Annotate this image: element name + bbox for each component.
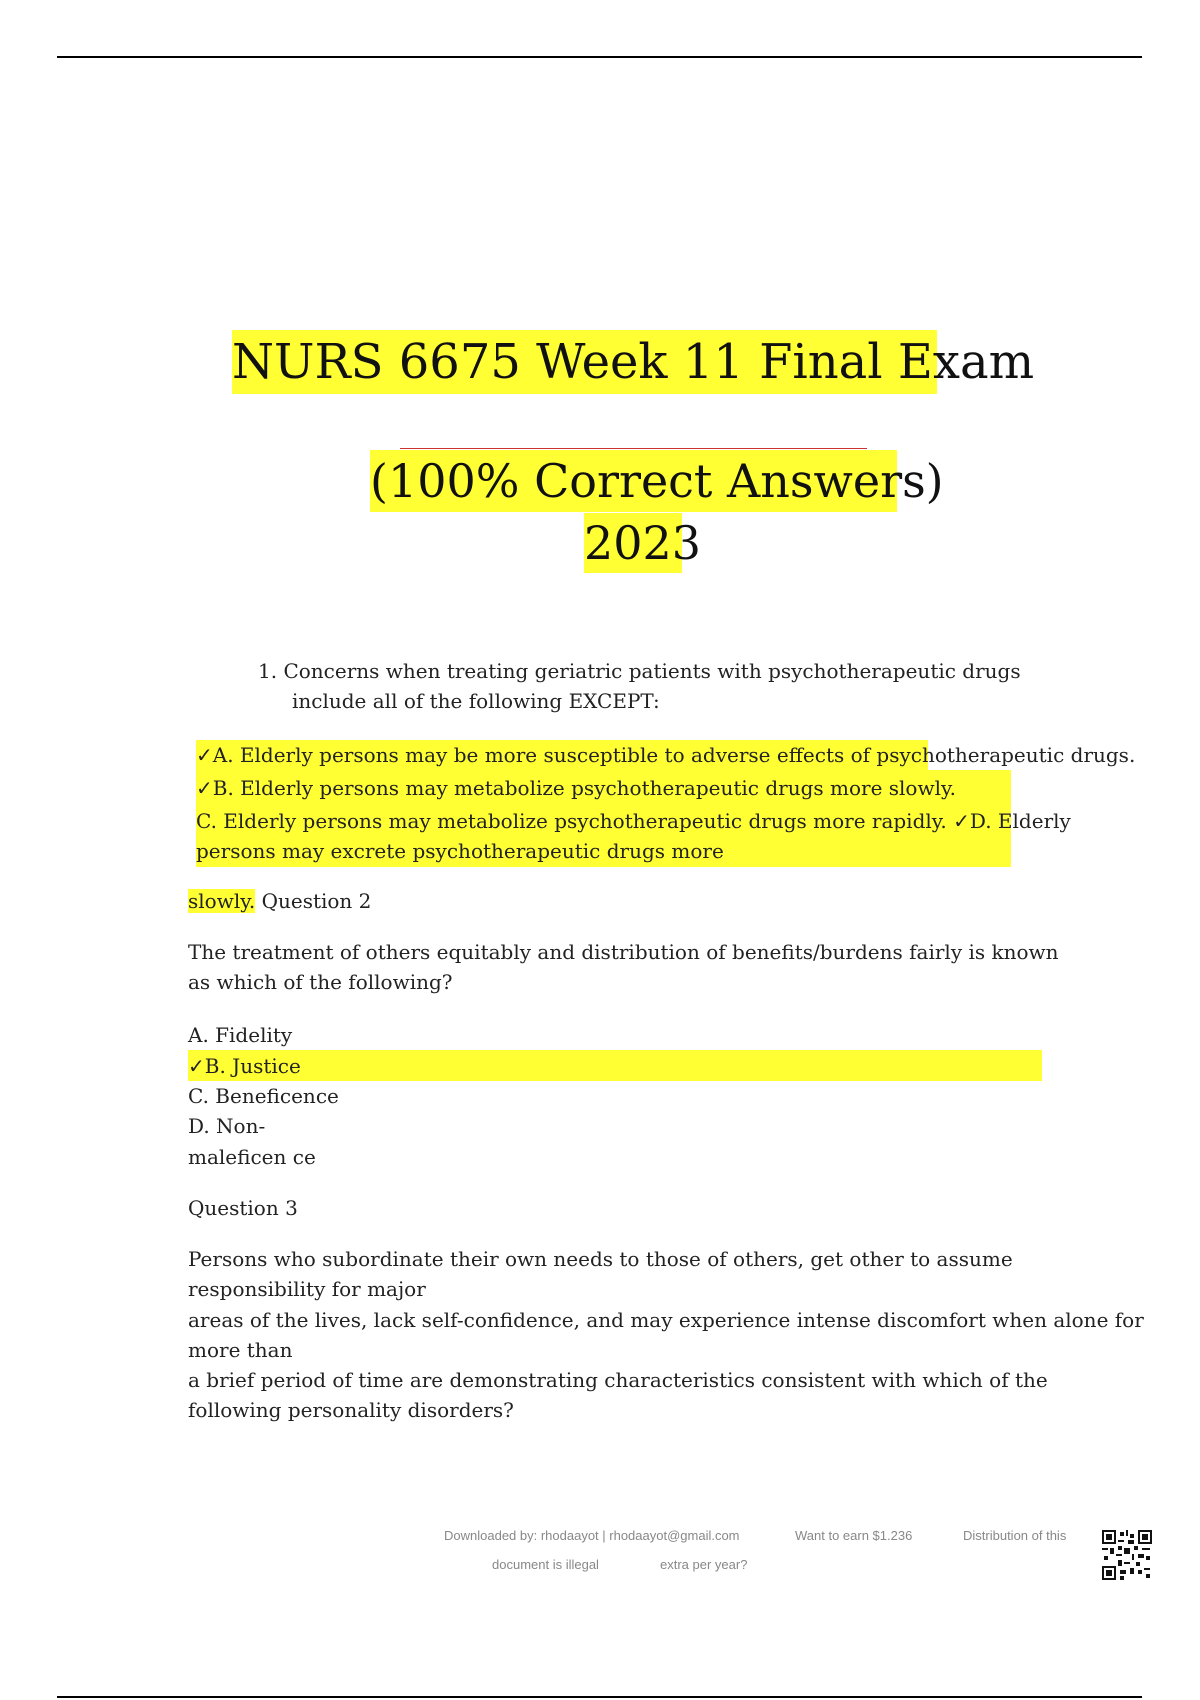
question-2-label: Question 2: [255, 889, 372, 913]
top-rule: [57, 56, 1142, 58]
option-d-cont: maleficen ce: [188, 1145, 316, 1169]
question-3-text: more than: [188, 1338, 293, 1362]
option-c-d: C. Elderly persons may metabolize psychotherapeutic drugs more rapidly. ✓D. Elderly: [196, 809, 1071, 833]
option-d-cont: persons may excrete psychotherapeutic drugs more: [196, 839, 724, 863]
option-b: ✓B. Elderly persons may metabolize psychotherapeutic drugs more slowly.: [196, 776, 956, 800]
question-3-text: following personality disorders?: [188, 1398, 514, 1422]
question-1-text-cont: include all of the following EXCEPT:: [292, 689, 660, 713]
option-a: ✓A. Elderly persons may be more susceptible to adverse effects of psychotherapeutic drugs.: [196, 743, 1136, 767]
question-2-text-cont: as which of the following?: [188, 970, 453, 994]
answer-end: slowly.: [188, 889, 256, 913]
bottom-rule: [57, 1696, 1142, 1698]
page-subtitle: (100% Correct Answers): [370, 450, 897, 512]
distribution-notice-cont: document is illegal: [492, 1557, 599, 1572]
option-b: ✓B. Justice: [188, 1054, 301, 1078]
accent-rule: [400, 448, 867, 449]
download-credit: Downloaded by: rhodaayot | rhodaayot@gmail.com: [444, 1528, 740, 1543]
question-3-text: responsibility for major: [188, 1277, 426, 1301]
qr-code-icon: [1102, 1530, 1152, 1580]
earn-promo: Want to earn $1.236: [795, 1528, 913, 1543]
question-2-heading: [188, 886, 371, 916]
option-a: A. Fidelity: [188, 1023, 293, 1047]
page-year: 2023: [584, 513, 682, 573]
question-3-text: areas of the lives, lack self-confidence, and may experience intense discomfort when alone for: [188, 1308, 1144, 1332]
highlight-band: [188, 1050, 1042, 1081]
question-3-label: Question 3: [188, 1196, 298, 1220]
question-1-text: 1. Concerns when treating geriatric patients with psychotherapeutic drugs: [258, 659, 1021, 683]
question-1-options: [196, 740, 1136, 867]
option-d: D. Non-: [188, 1114, 266, 1138]
earn-promo-cont: extra per year?: [660, 1557, 748, 1572]
question-3-text: a brief period of time are demonstrating characteristics consistent with which of the: [188, 1368, 1048, 1392]
question-2-text: The treatment of others equitably and distribution of benefits/burdens fairly is known: [188, 940, 1059, 964]
page-title: NURS 6675 Week 11 Final Exam: [232, 330, 937, 394]
question-3-text: Persons who subordinate their own needs to those of others, get other to assume: [188, 1247, 1013, 1271]
distribution-notice: Distribution of this: [963, 1528, 1067, 1543]
option-c: C. Beneficence: [188, 1084, 339, 1108]
